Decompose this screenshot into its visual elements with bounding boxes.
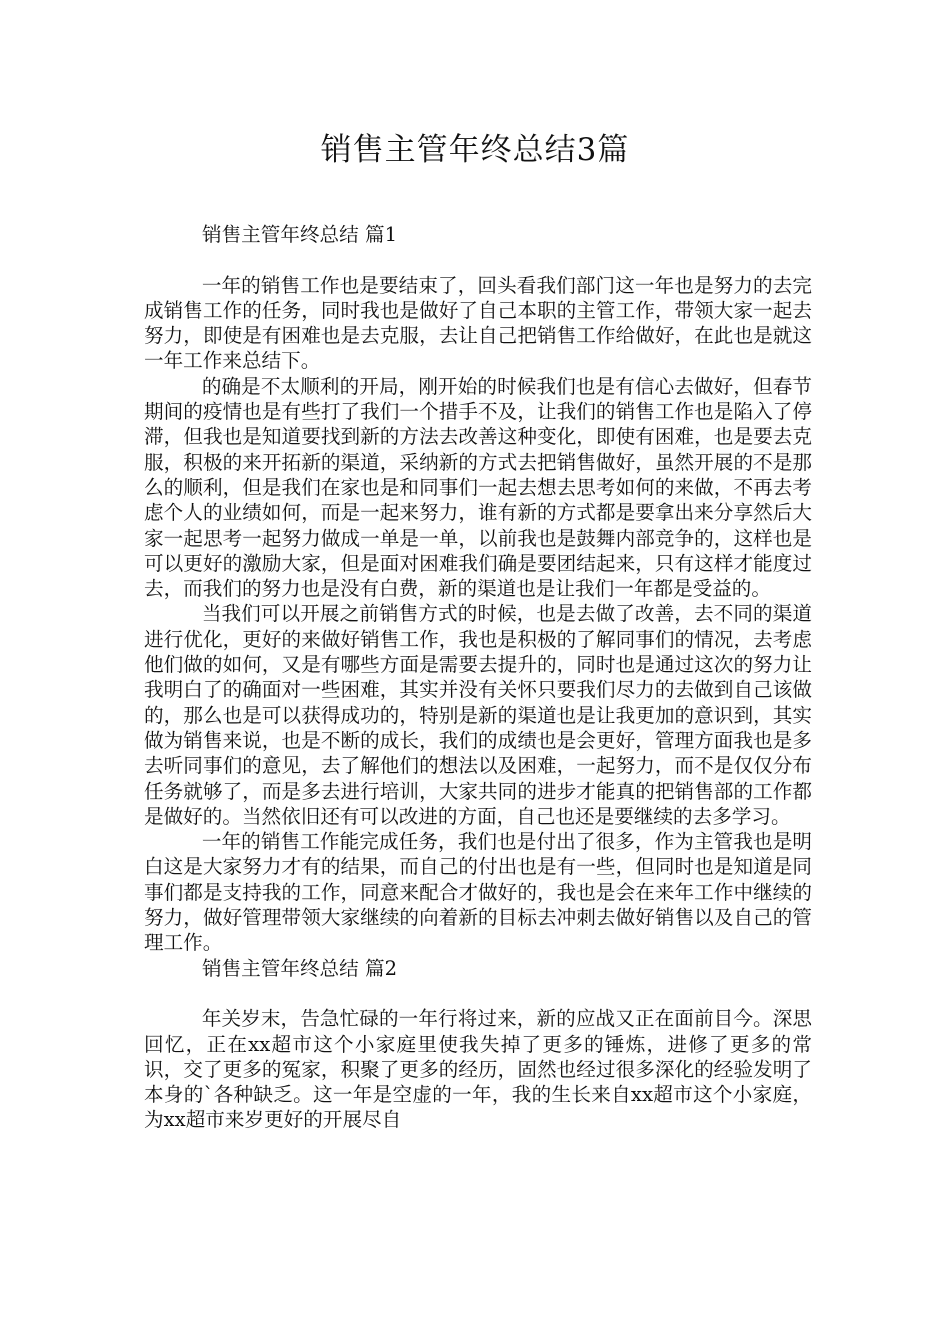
section-heading-2: 销售主管年终总结 篇2	[202, 956, 398, 980]
document-title: 销售主管年终总结3篇	[320, 132, 630, 168]
document-body	[144, 222, 812, 1133]
paragraph: 年关岁末，告急忙碌的一年行将过来，新的应战又正在面前目今。深思回忆，正在xx超市这个小家庭里使我失掉了更多的锤炼，进修了更多的常识，交了更多的冤家，积聚了更多的经历，固然也经过很多深化的经验发明了本身的`各种缺乏。这一年是空虚的一年，我的生长来自xx超市这个小家庭，为xx超市来岁更好的开展尽自	[144, 1007, 812, 1132]
section-heading-1: 销售主管年终总结 篇1	[202, 223, 398, 246]
paragraph: 当我们可以开展之前销售方式的时候，也是去做了改善，去不同的渠道进行优化，更好的来做好销售工作，我也是积极的了解同事们的情况，去考虑他们做的如何，又是有哪些方面是需要去提升的，同时也是通过这次的努力让我明白了的确面对一些困难，其实并没有关怀只要我们尽力的去做到自己该做的，那么也是可以获得成功的，特别是新的渠道也是让我更加的意识到，其实做为销售来说，也是不断的成长，我们的成绩也是会更好，管理方面我也是多去听同事们的意见，去了解他们的想法以及困难，一起努力，而不是仅仅分布任务就够了，而是多去进行培训，大家共同的进步才能真的把销售部的工作都是做好的。当然依旧还有可以改进的方面，自己也还是要继续的去多学习。	[144, 602, 812, 828]
paragraph: 的确是不太顺利的开局，刚开始的时候我们也是有信心去做好，但春节期间的疫情也是有些打了我们一个措手不及，让我们的销售工作也是陷入了停滞，但我也是知道要找到新的方法去改善这种变化，即使有困难，也是要去克服，积极的来开拓新的渠道，采纳新的方式去把销售做好，虽然开展的不是那么的顺利，但是我们在家也是和同事们一起去想去思考如何的来做，不再去考虑个人的业绩如何，而是一起来努力，谁有新的方式都是要拿出来分享然后大家一起思考一起努力做成一单是一单，以前我也是鼓舞内部竞争的，这样也是可以更好的激励大家，但是面对困难我们确是要团结起来，只有这样才能度过去，而我们的努力也是没有白费，新的渠道也是让我们一年都是受益的。	[144, 374, 812, 601]
paragraph: 一年的销售工作也是要结束了，回头看我们部门这一年也是努力的去完成销售工作的任务，同时我也是做好了自己本职的主管工作，带领大家一起去努力，即使是有困难也是去克服，去让自己把销售工作给做好，在此也是就这一年工作来总结下。	[144, 273, 812, 373]
paragraph: 一年的销售工作能完成任务，我们也是付出了很多，作为主管我也是明白这是大家努力才有的结果，而自己的付出也是有一些，但同时也是知道是同事们都是支持我的工作，同意来配合才做好的，我也是会在来年工作中继续的努力，做好管理带领大家继续的向着新的目标去冲刺去做好销售以及自己的管理工作。	[144, 830, 812, 955]
